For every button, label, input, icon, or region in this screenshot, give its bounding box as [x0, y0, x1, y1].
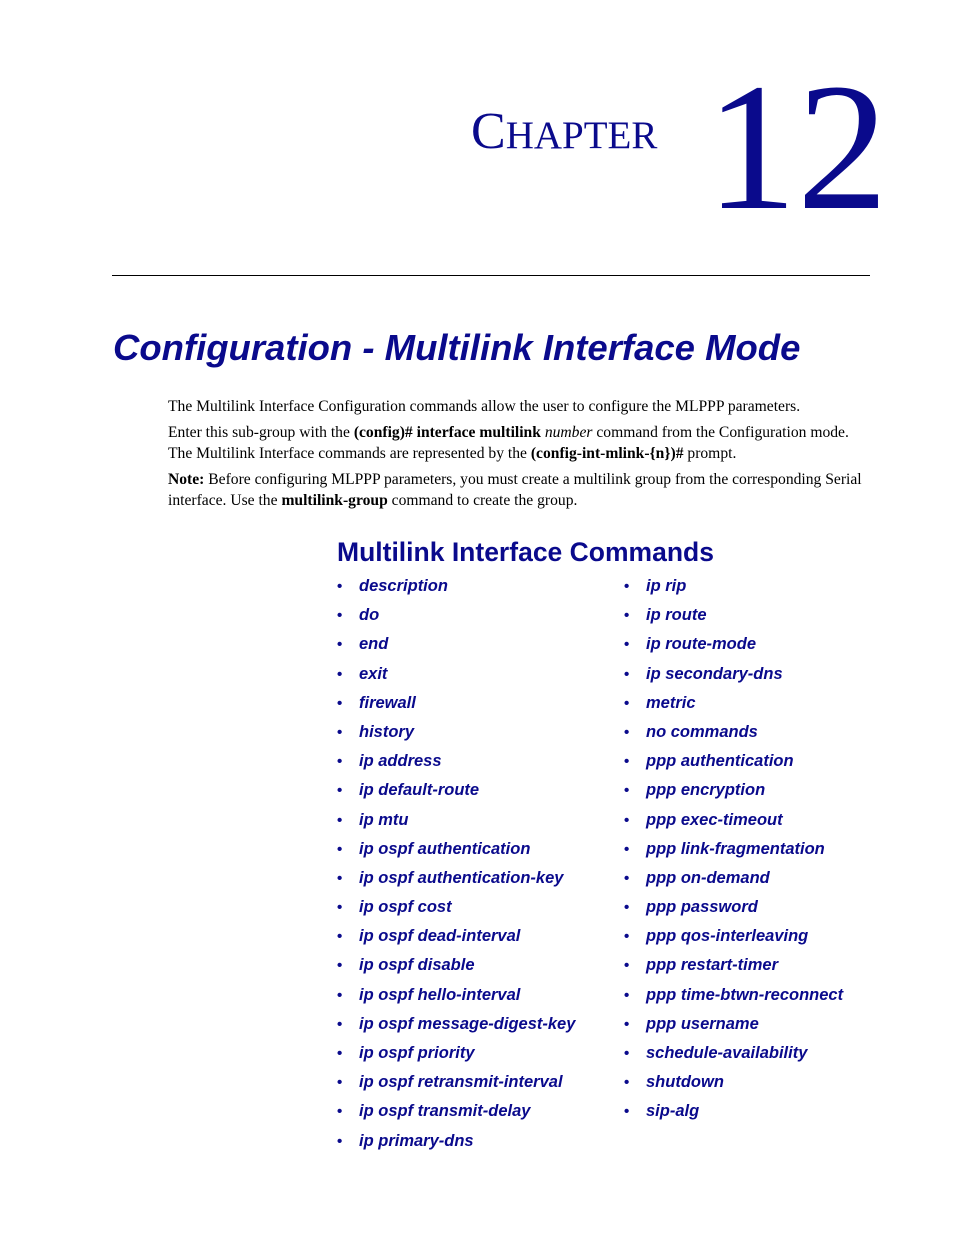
- bullet-icon: •: [624, 986, 630, 1004]
- command-label: ip ospf retransmit-interval: [359, 1073, 563, 1092]
- command-label: ip route-mode: [646, 635, 756, 654]
- bullet-icon: •: [624, 1015, 630, 1033]
- command-link[interactable]: [624, 1097, 843, 1126]
- command-label: sip-alg: [646, 1102, 700, 1121]
- command-label: ip default-route: [359, 781, 480, 800]
- command-link[interactable]: [624, 718, 843, 747]
- command-label: ppp link-fragmentation: [646, 839, 825, 858]
- bullet-icon: •: [624, 753, 630, 771]
- bullet-icon: •: [624, 840, 630, 858]
- command-label: do: [359, 606, 380, 625]
- command-link[interactable]: [624, 572, 843, 601]
- bullet-icon: •: [337, 578, 343, 595]
- bullet-icon: •: [624, 578, 630, 595]
- bullet-icon: •: [337, 928, 343, 946]
- mlink-prompt: (config-int-mlink-{n})#: [530, 444, 684, 462]
- bullet-icon: •: [337, 1015, 343, 1033]
- bullet-icon: •: [337, 753, 343, 771]
- command-label: ppp on-demand: [646, 868, 770, 887]
- command-link[interactable]: [624, 864, 843, 893]
- command-link[interactable]: [337, 1068, 575, 1097]
- command-label: exit: [359, 664, 388, 683]
- chapter-divider: [112, 275, 870, 276]
- command-label: ip ospf transmit-delay: [359, 1102, 531, 1121]
- command-link[interactable]: [624, 806, 843, 835]
- bullet-icon: •: [624, 899, 630, 917]
- command-label: description: [359, 577, 448, 595]
- command-label: ip primary-dns: [359, 1131, 474, 1150]
- command-link[interactable]: [624, 660, 843, 689]
- command-label: ip ospf cost: [359, 898, 452, 917]
- command-link[interactable]: [624, 630, 843, 659]
- command-link[interactable]: [337, 1127, 575, 1156]
- command-label: shutdown: [646, 1073, 724, 1092]
- command-link[interactable]: [337, 660, 575, 689]
- command-label: ip ospf disable: [359, 956, 475, 975]
- bullet-icon: •: [337, 811, 343, 829]
- bullet-icon: •: [337, 899, 343, 917]
- command-label: ip ospf message-digest-key: [359, 1014, 576, 1033]
- chapter-label-rest: HAPTER: [505, 114, 658, 157]
- intro-paragraph: The Multilink Interface Configuration commands allow the user to configure the MLPPP parameters.: [168, 398, 801, 415]
- command-label: ip route: [646, 606, 707, 625]
- bullet-icon: •: [624, 723, 630, 741]
- sub-group-text-c: prompt.: [683, 444, 737, 462]
- bullet-icon: •: [337, 723, 343, 741]
- bullet-icon: •: [624, 811, 630, 829]
- bullet-icon: •: [624, 665, 630, 683]
- command-link[interactable]: [624, 951, 843, 980]
- chapter-number: 12: [706, 47, 888, 248]
- command-link[interactable]: [337, 601, 575, 630]
- command-link[interactable]: [624, 981, 843, 1010]
- command-link[interactable]: [624, 747, 843, 776]
- command-label: end: [359, 635, 389, 654]
- command-label: ip ospf authentication: [359, 839, 531, 858]
- command-label: ip ospf authentication-key: [359, 868, 564, 887]
- command-link[interactable]: [337, 864, 575, 893]
- command-label: schedule-availability: [646, 1044, 808, 1062]
- multilink-group-command: multilink-group: [281, 491, 388, 509]
- bullet-icon: •: [624, 636, 630, 654]
- command-label: no commands: [646, 722, 758, 741]
- bullet-icon: •: [337, 636, 343, 654]
- command-link[interactable]: [337, 747, 575, 776]
- command-label: ip mtu: [359, 810, 409, 829]
- sub-group-text-a: Enter this sub-group with the: [168, 424, 354, 441]
- bullet-icon: •: [337, 869, 343, 887]
- bullet-icon: •: [624, 869, 630, 887]
- number-argument: number: [544, 424, 593, 441]
- command-label: ip ospf hello-interval: [359, 985, 521, 1004]
- command-link[interactable]: [624, 601, 843, 630]
- chapter-label-initial: C: [471, 103, 506, 160]
- note-text-a: Before configuring MLPPP parameters, you must create a multilink group from the corresponding Serial interface. Use the: [168, 471, 862, 509]
- command-link[interactable]: [624, 1010, 843, 1039]
- command-link[interactable]: [337, 1039, 575, 1068]
- bullet-icon: •: [337, 1074, 343, 1092]
- bullet-icon: •: [337, 665, 343, 683]
- bullet-icon: •: [624, 782, 630, 800]
- command-link[interactable]: [624, 893, 843, 922]
- bullet-icon: •: [624, 957, 630, 975]
- command-label: ppp password: [646, 898, 758, 917]
- command-link[interactable]: [337, 951, 575, 980]
- bullet-icon: •: [624, 607, 630, 625]
- command-link[interactable]: [624, 689, 843, 718]
- command-label: ppp restart-timer: [646, 956, 779, 975]
- bullet-icon: •: [337, 607, 343, 625]
- commands-list-left: [337, 572, 575, 1156]
- bullet-icon: •: [624, 1045, 630, 1062]
- bullet-icon: •: [337, 957, 343, 975]
- command-link[interactable]: [337, 1097, 575, 1126]
- bullet-icon: •: [337, 986, 343, 1004]
- command-label: ppp username: [646, 1014, 759, 1033]
- note-label: Note:: [168, 471, 205, 488]
- page-title: Configuration - Multilink Interface Mode: [113, 327, 801, 368]
- bullet-icon: •: [337, 1045, 343, 1062]
- commands-list-right: [624, 572, 843, 1127]
- command-label: ip rip: [646, 577, 687, 595]
- command-link[interactable]: [624, 835, 843, 864]
- command-link[interactable]: [337, 922, 575, 951]
- bullet-icon: •: [337, 840, 343, 858]
- command-link[interactable]: [337, 776, 575, 805]
- command-link[interactable]: [624, 1068, 843, 1097]
- sub-group-text-b: command from the Configuration mode. The Multilink Interface commands are represented by the: [168, 424, 849, 462]
- command-label: ppp exec-timeout: [646, 810, 783, 829]
- bullet-icon: •: [624, 1103, 630, 1121]
- command-label: ppp authentication: [646, 752, 794, 771]
- command-link[interactable]: [624, 776, 843, 805]
- command-link[interactable]: [337, 718, 575, 747]
- command-link[interactable]: [337, 630, 575, 659]
- command-link[interactable]: [337, 689, 575, 718]
- bullet-icon: •: [624, 928, 630, 946]
- command-link[interactable]: [337, 981, 575, 1010]
- command-label: firewall: [359, 693, 416, 712]
- command-label: ip secondary-dns: [646, 664, 783, 683]
- command-label: ip ospf dead-interval: [359, 927, 521, 946]
- command-link[interactable]: [337, 806, 575, 835]
- bullet-icon: •: [624, 694, 630, 712]
- note-paragraph: [168, 470, 873, 511]
- command-label: ip address: [359, 752, 442, 771]
- command-link[interactable]: [624, 922, 843, 951]
- sub-group-paragraph: [168, 423, 873, 464]
- chapter-label: [471, 102, 657, 166]
- command-link[interactable]: [337, 893, 575, 922]
- command-label: ppp qos-interleaving: [646, 927, 809, 946]
- command-label: metric: [646, 693, 696, 712]
- note-text-b: command to create the group.: [387, 491, 578, 509]
- commands-heading: Multilink Interface Commands: [337, 537, 714, 567]
- command-label: ip ospf priority: [359, 1044, 475, 1062]
- command-label: ppp time-btwn-reconnect: [646, 985, 844, 1004]
- bullet-icon: •: [337, 1132, 343, 1150]
- bullet-icon: •: [337, 782, 343, 800]
- bullet-icon: •: [337, 694, 343, 712]
- interface-multilink-command: (config)# interface multilink: [353, 424, 541, 441]
- command-link[interactable]: [624, 1039, 843, 1068]
- command-link[interactable]: [337, 835, 575, 864]
- command-link[interactable]: [337, 1010, 575, 1039]
- command-label: history: [359, 722, 415, 741]
- command-link[interactable]: [337, 572, 575, 601]
- bullet-icon: •: [337, 1103, 343, 1121]
- bullet-icon: •: [624, 1074, 630, 1092]
- command-label: ppp encryption: [646, 781, 766, 800]
